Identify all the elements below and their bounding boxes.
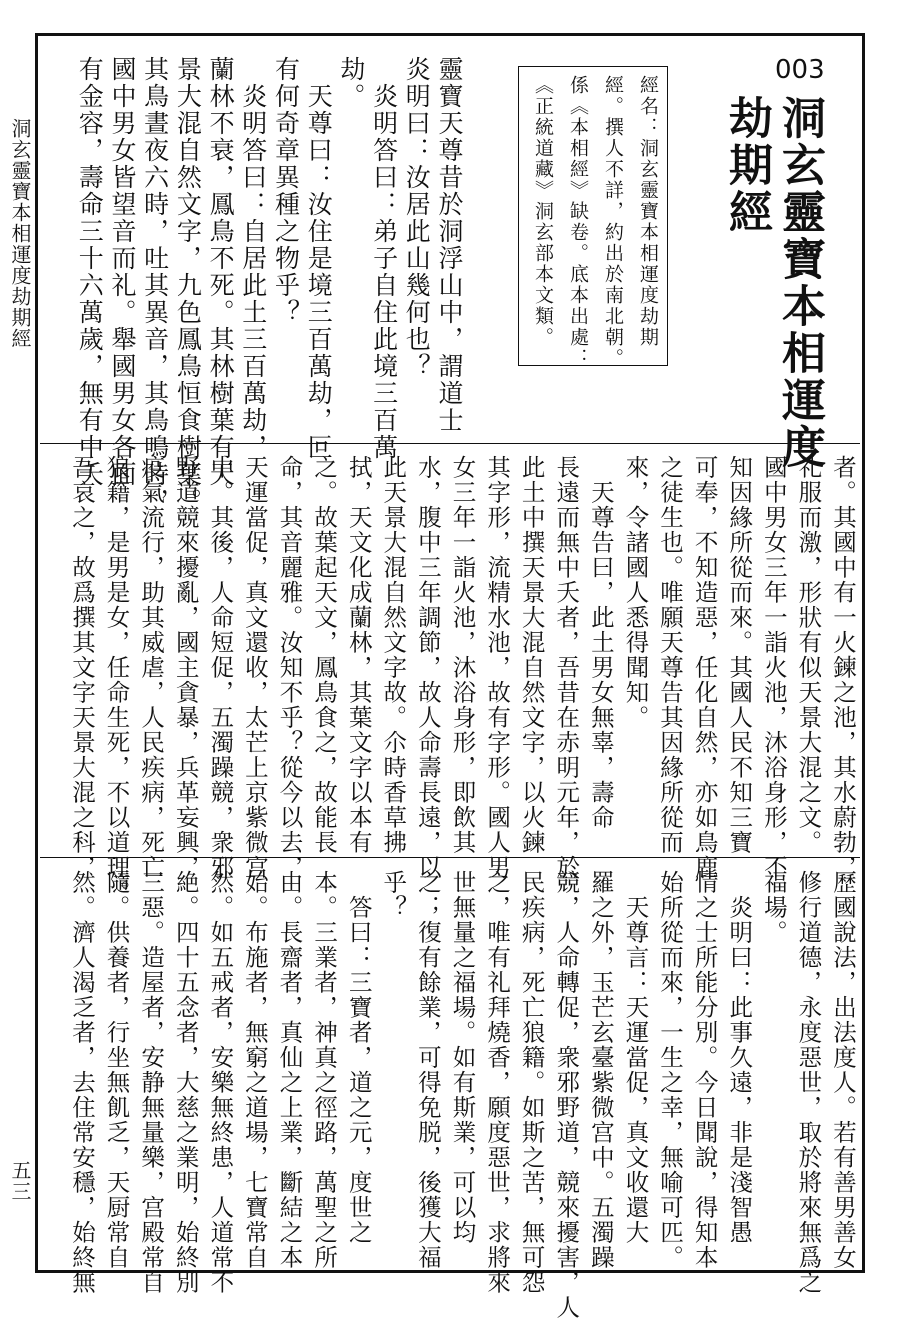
text-column: 福場。 bbox=[759, 870, 788, 945]
text-column: 始。布施者，無窮之道場，七寶常自 bbox=[240, 870, 269, 1270]
text-column: 隨。供養者，行坐無飢乏，天厨常自 bbox=[102, 870, 131, 1270]
title-line-1: 洞玄靈寶本相運度 bbox=[774, 95, 825, 471]
text-column: 者。其國中有一火鍊之池，其水蔚勃， bbox=[829, 455, 857, 880]
text-column: 命，其音麗雅。汝知不乎？從今以去， bbox=[275, 455, 304, 880]
text-column: 炎明答曰：弟子自住此境三百萬 bbox=[369, 56, 399, 461]
text-column: 天尊曰：汝住是境三百萬劫，叵 bbox=[304, 56, 334, 461]
text-column: 天運當促，真文還收，太芒上京紫微宫 bbox=[240, 455, 269, 880]
note-line: 係《本相經》缺卷。底本出處： bbox=[567, 75, 589, 369]
section-1-text bbox=[65, 56, 465, 515]
text-column: 之。故葉起天文，鳳鳥食之，故能長 bbox=[310, 455, 339, 855]
note-line: 經。撰人不詳，約出於南北朝。 bbox=[602, 75, 624, 369]
page-number: 五三 bbox=[8, 1160, 32, 1202]
text-column: 修行道德，永度惡世，取於將來無爲之 bbox=[794, 870, 823, 1295]
text-column: 羅之外，玉芒玄臺紫微宫中。五濁躁 bbox=[586, 870, 615, 1270]
text-column: 由。長齋者，真仙之上業，斷結之本 bbox=[275, 870, 304, 1270]
text-column: 劫。 bbox=[336, 56, 366, 110]
text-column: 然。如五戒者，安樂無終患，人道常不 bbox=[206, 870, 235, 1295]
text-column: 拭，天文化成蘭林，其葉文字以本有 bbox=[344, 455, 373, 855]
text-column: 有何奇章異種之物乎？ bbox=[271, 56, 301, 326]
text-column: 競，人命轉促，衆邪野道，競來擾害，人 bbox=[552, 870, 581, 1320]
text-column: 蘭林不衰，鳳鳥不死。其林樹葉有天 bbox=[206, 56, 236, 488]
editorial-note-box bbox=[518, 66, 668, 369]
editorial-note bbox=[525, 75, 665, 369]
note-line: 經名：洞玄靈寶本相運度劫期 bbox=[637, 75, 659, 348]
text-column: 疫氣流行，助其威虐，人民疾病，死亡 bbox=[137, 455, 166, 880]
text-column: 此天景大混自然文字故。尒時香草拂 bbox=[379, 455, 408, 855]
text-column: 炎明曰：此事久遠，非是淺智愚 bbox=[725, 870, 754, 1245]
section-3-text bbox=[62, 870, 860, 1320]
text-column: 絶。四十五念者，大慈之業明，始終別 bbox=[171, 870, 200, 1295]
running-head: 洞玄靈寶本相運度劫期經 bbox=[8, 118, 32, 349]
note-line: 《正統道藏》洞玄部本文類。 bbox=[532, 75, 554, 348]
text-column: 之；復有餘業，可得免脱，後獲大福 bbox=[413, 870, 442, 1270]
text-column: 國中男女皆望音而礼。舉國男女各面 bbox=[107, 56, 137, 488]
text-column: 景大混自然文字，九色鳳鳥恒食樹葉。 bbox=[173, 56, 203, 515]
text-column: 天尊言：天運當促，真文收還大 bbox=[621, 870, 650, 1245]
text-column: 中。其後，人命短促，五濁躁競，衆邪 bbox=[206, 455, 235, 880]
text-column: 然。濟人渴乏者，去住常安穩，始終無 bbox=[67, 870, 96, 1295]
section-2-text bbox=[62, 455, 860, 905]
text-column: 之，唯有礼拜燒香，願度惡世，求將來 bbox=[483, 870, 512, 1295]
text-column: 民疾病，死亡狼籍。如斯之苦，無可怨 bbox=[517, 870, 546, 1295]
text-column: 吾哀之，故爲撰其文字天景大混之科， bbox=[67, 455, 96, 880]
text-column: 長遠而無中夭者，吾昔在赤明元年，於 bbox=[552, 455, 581, 880]
text-column: 其字形，流精水池，故有字形。國人男 bbox=[483, 455, 512, 880]
text-column: 其鳥晝夜六時，吐其異音，其鳥鳴時， bbox=[140, 56, 170, 515]
text-column: 始所從而來，一生之幸，無喻可匹。 bbox=[656, 870, 685, 1270]
text-column: 狼籍，是男是女，任命生死，不以道理。 bbox=[102, 455, 131, 905]
text-column: 炎明曰：汝居此山幾何也？ bbox=[402, 56, 432, 380]
text-column: 本。三業者，神真之徑路，萬聖之所 bbox=[310, 870, 339, 1270]
text-column: 之徒生也。唯願天尊告其因緣所從而 bbox=[656, 455, 685, 855]
title-line-2: 劫期經 bbox=[721, 95, 772, 236]
text-column: 世無量之福場。如有斯業，可以均 bbox=[448, 870, 477, 1245]
text-column: 乎？ bbox=[379, 870, 408, 920]
text-column: 國中男女三年一詣火池，沐浴身形，不 bbox=[759, 455, 788, 880]
text-column: 此土中撰天景大混自然文字，以火鍊 bbox=[517, 455, 546, 855]
text-column: 天尊告曰，此土男女無辜，壽命 bbox=[586, 455, 615, 830]
text-column: 水，腹中三年調節，故人命壽長遠，以 bbox=[413, 455, 442, 880]
text-column: 可奉，不知造惡，任化自然，亦如鳥鹿 bbox=[690, 455, 719, 880]
text-column: 靈寶天尊昔於洞浮山中，謂道士 bbox=[435, 56, 464, 434]
text-column: 有金容，壽命三十六萬歲，無有中夭 bbox=[75, 56, 105, 488]
text-column: 答曰：三寶者，道之元，度世之 bbox=[344, 870, 373, 1245]
doc-number: 003 bbox=[775, 55, 825, 85]
text-column: 三惡。造屋者，安静無量樂，宫殿常自 bbox=[137, 870, 166, 1295]
text-column: 情之士所能分別。今日聞說，得知本 bbox=[690, 870, 719, 1270]
text-column: 礼服而激，形狀有似天景大混之文。 bbox=[794, 455, 823, 855]
text-column: 野道競來擾亂，國主貪暴，兵革妄興， bbox=[171, 455, 200, 880]
text-column: 歷國說法，出法度人。若有善男善女 bbox=[829, 870, 857, 1270]
text-column: 炎明答曰：自居此土三百萬劫， bbox=[238, 56, 268, 461]
text-column: 知因緣所從而來。其國人民不知三寶 bbox=[725, 455, 754, 855]
text-column: 來，令諸國人悉得聞知。 bbox=[621, 455, 650, 730]
text-column: 女三年一詣火池，沐浴身形，即飲其 bbox=[448, 455, 477, 855]
